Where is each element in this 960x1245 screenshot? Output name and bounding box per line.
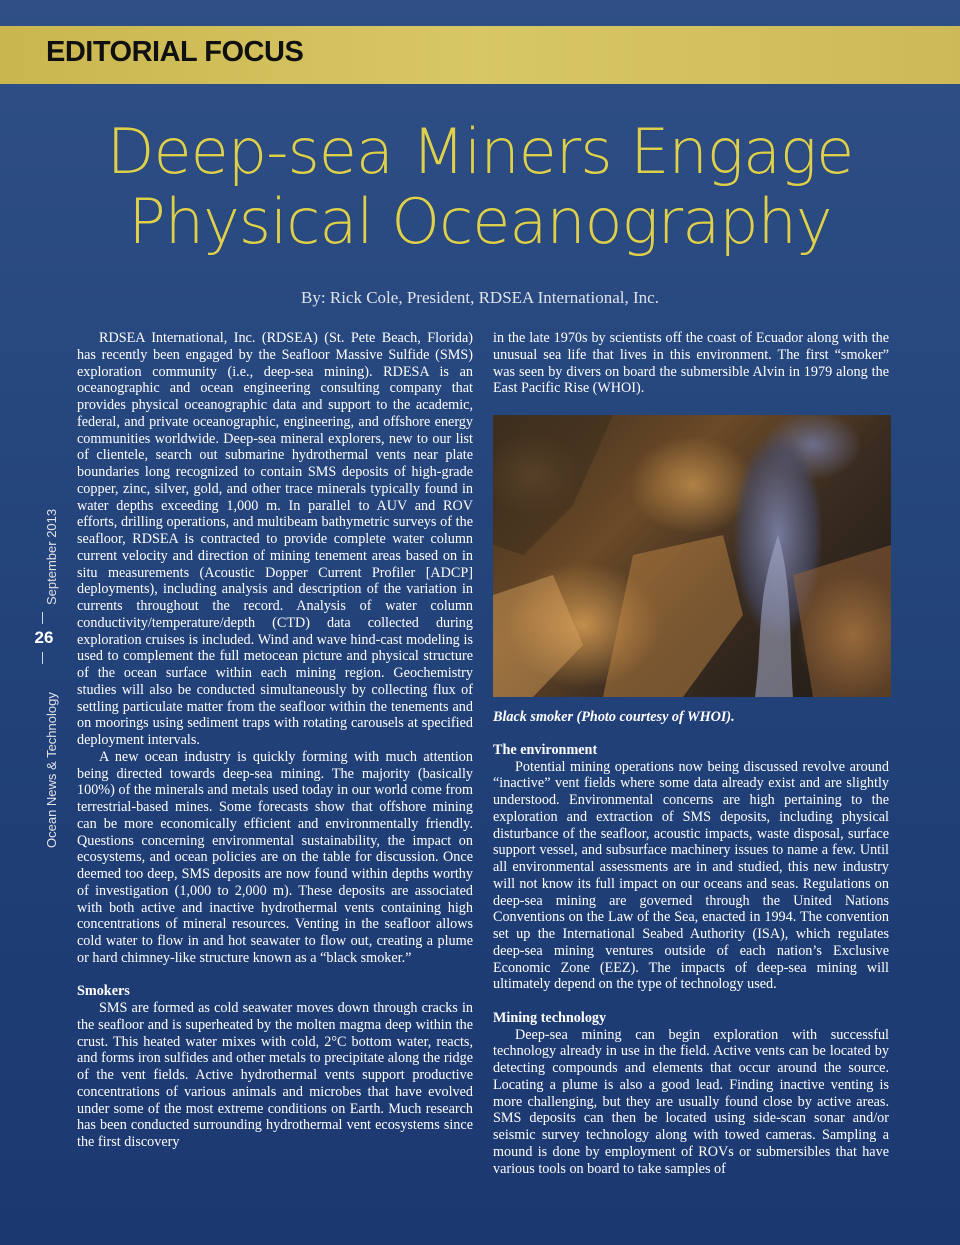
- paragraph-continued: in the late 1970s by scientists off the coast of Ecuador along with the unusual sea life that lives in this environment. The first “smoker” was seen by divers on board the submersible Alvin in 1979 along the East Pacific Rise (WHOI).: [493, 330, 889, 397]
- page-number: 26: [34, 628, 54, 647]
- paragraph-environment: Potential mining operations now being discussed revolve around “inactive” vent fields where some data already exist and are slightly understood. Environmental concerns are high pertaining to the exploration and extraction of SMS deposits, including physical disturbance of the seafloor, acoustic impacts, waste disposal, surface support vessel, and subsurface machinery issues to name a few. Until all environmental assessments are in and studied, this new industry will not know its full impact on our oceans and seas. Regulations on deep-sea mining are governed through the United Nations Conventions on the Law of the Sea, enacted in 1994. The convention set up the International Seabed Authority (ISA), which regulates deep-sea mining ventures outside of each nation’s Exclusive Economic Zone (EEZ). The impacts of deep-sea mining will ultimately depend on the type of technology used.: [493, 758, 889, 993]
- paragraph-smokers: SMS are formed as cold seawater moves down through cracks in the seafloor and is superheated by the molten magma deep within the crust. This heated water mixes with cold, 2°C bottom water, reacts, and forms iron sulfides and other metals to precipitate along the ridge of the vent fields. Active hydrothermal vents support productive concentrations of various animals and microbes that have evolved under some of the most extreme conditions on Earth. Much research has been conducted surrounding hydrothermal vent ecosystems since the first discovery: [77, 1000, 473, 1150]
- sidebar-divider-bottom: [42, 652, 43, 664]
- right-column: [493, 330, 889, 1177]
- section-banner: [0, 26, 960, 84]
- title-line-1: Deep-sea Miners Engage: [106, 115, 854, 188]
- heading-smokers: Smokers: [77, 983, 130, 1000]
- black-smoker-photo: [493, 415, 891, 697]
- left-column: [77, 330, 473, 1151]
- paragraph-intro: RDSEA International, Inc. (RDSEA) (St. Pete Beach, Florida) has recently been engaged by the Seafloor Massive Sulfide (SMS) exploration community (i.e., deep-sea mining). RDESA is an oceanographic and ocean engineering consulting company that provides physical oceanographic data and support to the academic, federal, and private oceanographic, engineering, and offshore energy communities worldwide. Deep-sea mineral explorers, new to our list of clientele, search out submarine hydrothermal vents near plate boundaries long recognized to contain SMS deposits of high-grade copper, zinc, silver, gold, and other trace minerals typically found in water depths exceeding 1,000 m. In parallel to AUV and ROV efforts, drilling operations, and multibeam bathymetric surveys of the seafloor, RDSEA is contracted to provide complete water column current velocity and direction of mining tenement areas based on in situ measurements (Acoustic Dopper Current Profiler [ADCP] deployments), including analysis and description of the variation in currents throughout the record. Analysis of water column conductivity/temperature/depth (CTD) data collected during exploration cruises is included. Wind and wave hind-cast modeling is used to complement the full metocean picture and physical structure of the ocean surface within each mining region. Geochemistry studies will also be conducted simultaneously by collecting flux of settling particulate matter from the seafloor within the tenements and on moorings using sediment traps with rotating carousels at specified deployment intervals.: [77, 330, 473, 748]
- heading-mining-technology: Mining technology: [493, 1009, 607, 1026]
- paragraph-industry: A new ocean industry is quickly forming with much attention being directed towards deep-sea mining. The majority (basically 100%) of the minerals and metals used today in our world come from terrestrial-based mines. Some forecasts show that offshore mining can be more economically efficient and environmentally friendly. Questions concerning environmental sustainability, the impact on ecosystems, and ocean policies are on the table for discussion. Once deemed too deep, SMS deposits are now found within depths worthy of investigation (1,000 to 2,000 m). These deposits are associated with both active and inactive hydrothermal vents containing high concentrations of mineral resources. Venting in the seafloor allows cold water to flow in and hot seawater to flow out, creating a plume or hard chimney-like structure known as a “black smoker.”: [77, 748, 473, 966]
- publication-name: Ocean News & Technology: [44, 692, 59, 848]
- sidebar-divider-top: [42, 612, 43, 624]
- heading-environment: The environment: [493, 741, 598, 758]
- paragraph-mining-technology: Deep-sea mining can begin exploration with successful technology already in use in the field. Active vents can be located by detecting compounds and elements that occur around the source. Locating a plume is also a good lead. Finding inactive venting is more challenging, but they are usually found close by active areas. SMS deposits can then be located using side-scan sonar and/or seismic survey technology along with towed cameras. Sampling a mound is done by employment of ROVs or submersibles that have various tools on board to take samples of: [493, 1026, 889, 1177]
- article-title: [0, 117, 960, 257]
- photo-texture: [493, 415, 891, 697]
- issue-date: September 2013: [44, 508, 59, 605]
- photo-caption: Black smoker (Photo courtesy of WHOI).: [493, 709, 735, 725]
- byline: By: Rick Cole, President, RDSEA International, Inc.: [301, 288, 659, 307]
- section-label: EDITORIAL FOCUS: [46, 36, 304, 68]
- title-line-2: Physical Oceanography: [128, 185, 832, 258]
